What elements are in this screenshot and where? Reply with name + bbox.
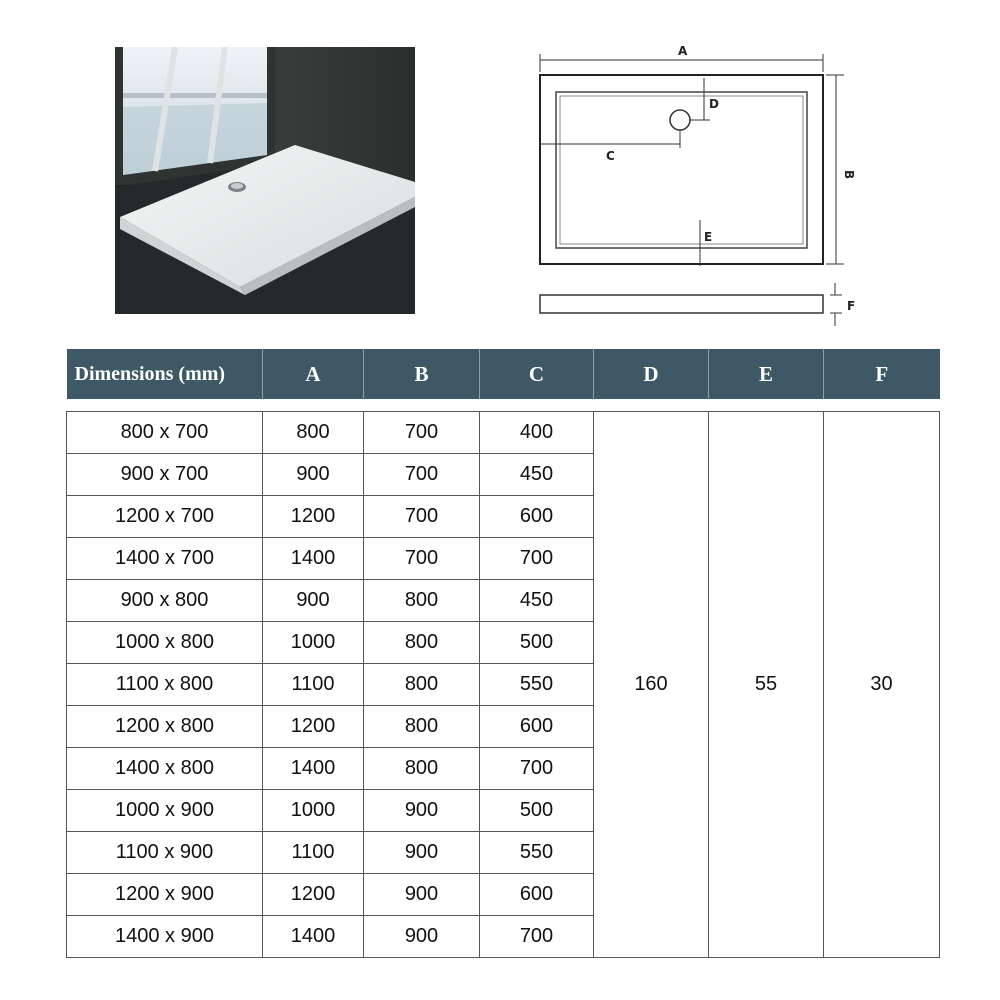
label-e: E	[704, 230, 713, 244]
cell-b: 700	[364, 496, 480, 538]
cell-c: 550	[480, 832, 594, 874]
cell-b: 900	[364, 874, 480, 916]
cell-b: 900	[364, 832, 480, 874]
cell-b: 700	[364, 412, 480, 454]
cell-dimensions: 1000 x 800	[67, 622, 263, 664]
header-c: C	[480, 349, 594, 399]
cell-c: 700	[480, 538, 594, 580]
header-f: F	[824, 349, 940, 399]
cell-a: 800	[263, 412, 364, 454]
cell-a: 1400	[263, 538, 364, 580]
cell-b: 800	[364, 664, 480, 706]
header-a: A	[263, 349, 364, 399]
cell-dimensions: 900 x 800	[67, 580, 263, 622]
product-photo	[115, 47, 415, 314]
table-header-row	[67, 349, 940, 399]
cell-c: 450	[480, 454, 594, 496]
label-f: F	[847, 299, 856, 313]
cell-a: 1400	[263, 748, 364, 790]
cell-c: 600	[480, 496, 594, 538]
cell-a: 1400	[263, 916, 364, 958]
cell-dimensions: 1200 x 800	[67, 706, 263, 748]
cell-dimensions: 1200 x 700	[67, 496, 263, 538]
cell-dimensions: 1100 x 800	[67, 664, 263, 706]
cell-c: 500	[480, 622, 594, 664]
cell-dimensions: 1400 x 800	[67, 748, 263, 790]
cell-b: 700	[364, 454, 480, 496]
header-d: D	[594, 349, 709, 399]
cell-c: 600	[480, 706, 594, 748]
label-a: A	[678, 44, 688, 58]
table-row	[67, 412, 940, 454]
cell-b: 800	[364, 622, 480, 664]
cell-b: 700	[364, 538, 480, 580]
cell-f-shared: 30	[824, 412, 940, 958]
cell-a: 900	[263, 580, 364, 622]
cell-c: 600	[480, 874, 594, 916]
cell-b: 800	[364, 580, 480, 622]
cell-c: 450	[480, 580, 594, 622]
cell-a: 1100	[263, 664, 364, 706]
cell-d-shared: 160	[594, 412, 709, 958]
cell-dimensions: 1100 x 900	[67, 832, 263, 874]
cell-b: 900	[364, 790, 480, 832]
cell-b: 800	[364, 748, 480, 790]
cell-dimensions: 800 x 700	[67, 412, 263, 454]
cell-c: 700	[480, 748, 594, 790]
cell-a: 1200	[263, 874, 364, 916]
cell-c: 700	[480, 916, 594, 958]
cell-e-shared: 55	[709, 412, 824, 958]
cell-b: 900	[364, 916, 480, 958]
cell-a: 1000	[263, 622, 364, 664]
cell-c: 500	[480, 790, 594, 832]
cell-dimensions: 1400 x 900	[67, 916, 263, 958]
dimensions-table	[66, 349, 940, 958]
cell-a: 1000	[263, 790, 364, 832]
cell-a: 900	[263, 454, 364, 496]
cell-a: 1200	[263, 496, 364, 538]
label-d: D	[709, 97, 719, 111]
cell-a: 1100	[263, 832, 364, 874]
header-b: B	[364, 349, 480, 399]
cell-a: 1200	[263, 706, 364, 748]
header-dimensions: Dimensions (mm)	[67, 349, 263, 399]
label-b: B	[842, 170, 856, 180]
cell-dimensions: 900 x 700	[67, 454, 263, 496]
dimension-diagram	[530, 40, 870, 330]
cell-dimensions: 1000 x 900	[67, 790, 263, 832]
header-e: E	[709, 349, 824, 399]
label-c: C	[606, 149, 615, 163]
cell-c: 550	[480, 664, 594, 706]
cell-dimensions: 1200 x 900	[67, 874, 263, 916]
cell-dimensions: 1400 x 700	[67, 538, 263, 580]
cell-b: 800	[364, 706, 480, 748]
cell-c: 400	[480, 412, 594, 454]
